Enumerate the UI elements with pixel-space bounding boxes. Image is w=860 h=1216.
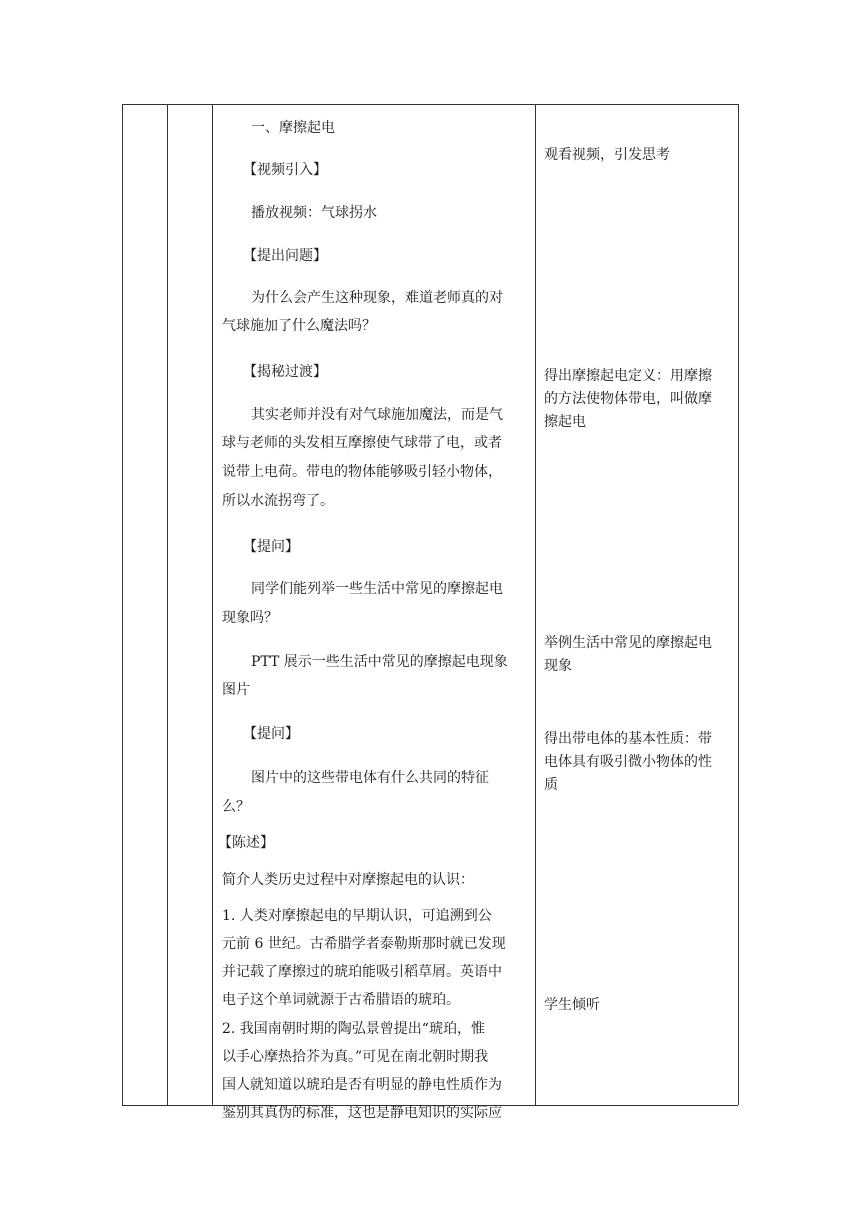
video-text: 播放视频：气球拐水 — [251, 205, 377, 221]
table-top-border — [122, 104, 738, 105]
ask-line: 图片中的这些带电体有什么共同的特征 — [251, 770, 489, 786]
ask-heading: 【提问】 — [243, 726, 299, 742]
table-column-divider-1 — [167, 104, 168, 1105]
history-item-line: 2. 我国南朝时期的陶弘景曾提出“琥珀，惟 — [222, 1021, 485, 1037]
ptt-line: PTT 展示一些生活中常见的摩擦起电现象 — [251, 654, 508, 670]
ask-heading: 【提问】 — [243, 539, 299, 555]
ask-line: 同学们能列举一些生活中常见的摩擦起电 — [251, 581, 503, 597]
student-definition-line: 得出摩擦起电定义：用摩擦 — [544, 368, 712, 384]
video-heading: 【视频引入】 — [243, 162, 327, 178]
reveal-heading: 【揭秘过渡】 — [243, 364, 327, 380]
student-listen: 学生倾听 — [544, 997, 600, 1013]
student-examples-line: 举例生活中常见的摩擦起电 — [544, 635, 712, 651]
table-column-divider-2 — [212, 104, 213, 1105]
history-item-line: 并记载了摩擦过的琥珀能吸引稻草屑。英语中 — [222, 964, 502, 980]
history-item-line: 1. 人类对摩擦起电的早期认识，可追溯到公 — [222, 908, 492, 924]
table-column-divider-3 — [535, 104, 536, 1105]
student-property-line: 电体具有吸引微小物体的性 — [544, 754, 712, 770]
history-item-line: 元前 6 世纪。古希腊学者泰勒斯那时就已发现 — [222, 936, 506, 952]
narrate-intro: 简介人类历史过程中对摩擦起电的认识： — [222, 872, 474, 888]
history-item-line: 电子这个单词就源于古希腊语的琥珀。 — [222, 992, 460, 1008]
history-item-line: 以手心摩热拾芥为真。”可见在南北朝时期我 — [222, 1049, 489, 1065]
student-definition-line: 的方法使物体带电，叫做摩 — [544, 391, 712, 407]
ask-line: 现象吗？ — [222, 610, 278, 626]
student-property-line: 得出带电体的基本性质：带 — [544, 731, 712, 747]
reveal-line: 其实老师并没有对气球施加魔法，而是气 — [251, 407, 503, 423]
ask-line: 么？ — [222, 799, 250, 815]
student-definition-line: 擦起电 — [544, 414, 586, 430]
table-left-border — [122, 104, 123, 1105]
ptt-line: 图片 — [222, 682, 250, 698]
section-title: 一、摩擦起电 — [251, 120, 335, 136]
table-right-border — [738, 104, 739, 1105]
student-watch: 观看视频，引发思考 — [544, 147, 670, 163]
narrate-heading: 【陈述】 — [218, 835, 274, 851]
question-line: 气球施加了什么魔法吗？ — [222, 318, 376, 334]
question-line: 为什么会产生这种现象，难道老师真的对 — [251, 290, 503, 306]
student-examples-line: 现象 — [544, 658, 572, 674]
reveal-line: 球与老师的头发相互摩擦使气球带了电，或者 — [222, 435, 502, 451]
history-item-line: 鉴别其真伪的标准，这也是静电知识的实际应 — [222, 1105, 502, 1121]
reveal-line: 说带上电荷。带电的物体能够吸引轻小物体， — [222, 464, 502, 480]
student-property-line: 质 — [544, 777, 558, 793]
reveal-line: 所以水流拐弯了。 — [222, 493, 334, 509]
history-item-line: 国人就知道以琥珀是否有明显的静电性质作为 — [222, 1077, 502, 1093]
question-heading: 【提出问题】 — [243, 248, 327, 264]
